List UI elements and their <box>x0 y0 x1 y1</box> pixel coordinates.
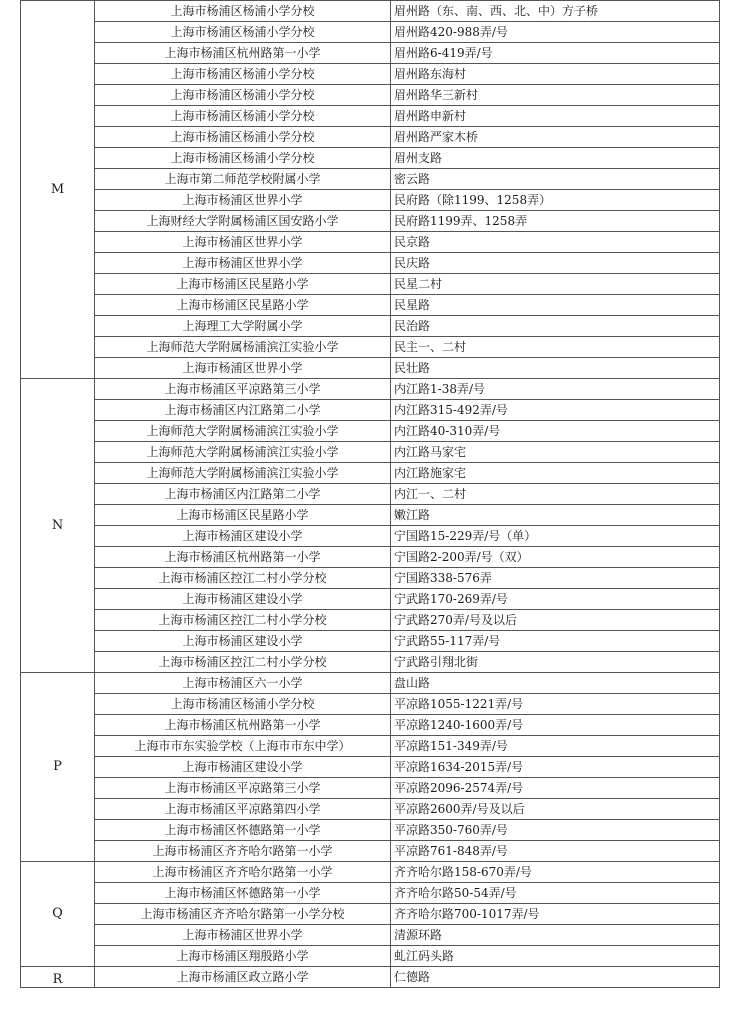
school-name-cell: 上海市杨浦区世界小学 <box>95 925 391 946</box>
table-row <box>21 946 720 967</box>
school-name-cell: 上海市杨浦区平凉路第四小学 <box>95 799 391 820</box>
school-name-cell: 上海市杨浦区内江路第二小学 <box>95 400 391 421</box>
school-name-cell: 上海市杨浦区杨浦小学分校 <box>95 64 391 85</box>
road-name-cell: 眉州路420-988弄/号 <box>391 22 720 43</box>
table-row <box>21 316 720 337</box>
table-row <box>21 463 720 484</box>
table-row <box>21 211 720 232</box>
road-name-cell: 宁国路15-229弄/号（单） <box>391 526 720 547</box>
school-name-cell: 上海市杨浦区内江路第二小学 <box>95 484 391 505</box>
road-name-cell: 宁国路338-576弄 <box>391 568 720 589</box>
table-row <box>21 925 720 946</box>
school-name-cell: 上海师范大学附属杨浦滨江实验小学 <box>95 442 391 463</box>
school-name-cell: 上海财经大学附属杨浦区国安路小学 <box>95 211 391 232</box>
table-row <box>21 169 720 190</box>
section-letter: M <box>21 1 95 379</box>
table-row <box>21 568 720 589</box>
road-name-cell: 宁武路引翔北街 <box>391 652 720 673</box>
road-name-cell: 密云路 <box>391 169 720 190</box>
road-name-cell: 平凉路151-349弄/号 <box>391 736 720 757</box>
school-name-cell: 上海市杨浦区齐齐哈尔路第一小学分校 <box>95 904 391 925</box>
school-name-cell: 上海市杨浦区翔殷路小学 <box>95 946 391 967</box>
road-name-cell: 内江路40-310弄/号 <box>391 421 720 442</box>
table-row <box>21 43 720 64</box>
school-name-cell: 上海市杨浦区世界小学 <box>95 190 391 211</box>
school-name-cell: 上海市杨浦区杭州路第一小学 <box>95 715 391 736</box>
road-name-cell: 民府路1199弄、1258弄 <box>391 211 720 232</box>
school-name-cell: 上海市杨浦区杨浦小学分校 <box>95 22 391 43</box>
page-cutoff <box>0 1013 740 1034</box>
road-name-cell: 眉州路华三新村 <box>391 85 720 106</box>
road-name-cell: 内江一、二村 <box>391 484 720 505</box>
table-row <box>21 358 720 379</box>
table-row <box>21 799 720 820</box>
road-name-cell: 民治路 <box>391 316 720 337</box>
table-row <box>21 505 720 526</box>
road-name-cell: 眉州路严家木桥 <box>391 127 720 148</box>
school-name-cell: 上海市杨浦区世界小学 <box>95 232 391 253</box>
table-row <box>21 337 720 358</box>
school-name-cell: 上海市杨浦区杨浦小学分校 <box>95 694 391 715</box>
table-row <box>21 862 720 883</box>
road-name-cell: 平凉路2096-2574弄/号 <box>391 778 720 799</box>
table-row <box>21 106 720 127</box>
table-row <box>21 883 720 904</box>
school-name-cell: 上海市杨浦区平凉路第三小学 <box>95 379 391 400</box>
table-row <box>21 484 720 505</box>
road-name-cell: 民庆路 <box>391 253 720 274</box>
road-name-cell: 宁武路170-269弄/号 <box>391 589 720 610</box>
road-name-cell: 内江路马家宅 <box>391 442 720 463</box>
table-row <box>21 442 720 463</box>
road-name-cell: 清源环路 <box>391 925 720 946</box>
school-name-cell: 上海市杨浦区六一小学 <box>95 673 391 694</box>
table-row <box>21 589 720 610</box>
table-row <box>21 274 720 295</box>
table-row <box>21 148 720 169</box>
school-name-cell: 上海市杨浦区控江二村小学分校 <box>95 568 391 589</box>
table-row <box>21 736 720 757</box>
table-row <box>21 421 720 442</box>
section-letter: P <box>21 673 95 862</box>
table-row <box>21 547 720 568</box>
school-name-cell: 上海市杨浦区杭州路第一小学 <box>95 43 391 64</box>
school-name-cell: 上海师范大学附属杨浦滨江实验小学 <box>95 337 391 358</box>
table-row <box>21 694 720 715</box>
road-name-cell: 齐齐哈尔路158-670弄/号 <box>391 862 720 883</box>
table-row <box>21 673 720 694</box>
table-row <box>21 64 720 85</box>
table-row <box>21 715 720 736</box>
school-name-cell: 上海市杨浦区建设小学 <box>95 757 391 778</box>
address-school-table <box>20 0 720 988</box>
table-row <box>21 190 720 211</box>
school-name-cell: 上海市杨浦区控江二村小学分校 <box>95 610 391 631</box>
school-name-cell: 上海市杨浦区建设小学 <box>95 631 391 652</box>
table-row <box>21 652 720 673</box>
school-name-cell: 上海市杨浦区齐齐哈尔路第一小学 <box>95 862 391 883</box>
school-name-cell: 上海市杨浦区杨浦小学分校 <box>95 85 391 106</box>
table-row <box>21 841 720 862</box>
table-row <box>21 127 720 148</box>
school-name-cell: 上海市杨浦区控江二村小学分校 <box>95 652 391 673</box>
road-name-cell: 宁武路270弄/号及以后 <box>391 610 720 631</box>
school-name-cell: 上海市杨浦区民星路小学 <box>95 295 391 316</box>
school-name-cell: 上海市杨浦区民星路小学 <box>95 274 391 295</box>
road-name-cell: 平凉路350-760弄/号 <box>391 820 720 841</box>
road-name-cell: 宁国路2-200弄/号（双） <box>391 547 720 568</box>
table-row <box>21 610 720 631</box>
table-row <box>21 400 720 421</box>
section-letter: N <box>21 379 95 673</box>
road-name-cell: 眉州路申新村 <box>391 106 720 127</box>
table-row <box>21 526 720 547</box>
table-row <box>21 232 720 253</box>
school-name-cell: 上海市杨浦区杨浦小学分校 <box>95 1 391 22</box>
school-name-cell: 上海市市东实验学校（上海市市东中学） <box>95 736 391 757</box>
road-name-cell: 民星路 <box>391 295 720 316</box>
school-name-cell: 上海市杨浦区政立路小学 <box>95 967 391 988</box>
table-row <box>21 22 720 43</box>
table-body <box>21 1 720 988</box>
school-name-cell: 上海市杨浦区建设小学 <box>95 589 391 610</box>
school-name-cell: 上海市杨浦区杭州路第一小学 <box>95 547 391 568</box>
school-name-cell: 上海市杨浦区齐齐哈尔路第一小学 <box>95 841 391 862</box>
road-name-cell: 虬江码头路 <box>391 946 720 967</box>
road-name-cell: 嫩江路 <box>391 505 720 526</box>
section-letter: R <box>21 967 95 988</box>
school-name-cell: 上海理工大学附属小学 <box>95 316 391 337</box>
table-row <box>21 904 720 925</box>
road-name-cell: 内江路315-492弄/号 <box>391 400 720 421</box>
school-name-cell: 上海师范大学附属杨浦滨江实验小学 <box>95 421 391 442</box>
school-name-cell: 上海市第二师范学校附属小学 <box>95 169 391 190</box>
school-name-cell: 上海市杨浦区建设小学 <box>95 526 391 547</box>
table-row <box>21 757 720 778</box>
table-row <box>21 85 720 106</box>
school-name-cell: 上海市杨浦区杨浦小学分校 <box>95 148 391 169</box>
road-name-cell: 齐齐哈尔路700-1017弄/号 <box>391 904 720 925</box>
school-name-cell: 上海市杨浦区杨浦小学分校 <box>95 127 391 148</box>
school-district-table <box>20 0 720 988</box>
road-name-cell: 民京路 <box>391 232 720 253</box>
school-name-cell: 上海市杨浦区世界小学 <box>95 253 391 274</box>
road-name-cell: 齐齐哈尔路50-54弄/号 <box>391 883 720 904</box>
road-name-cell: 盘山路 <box>391 673 720 694</box>
table-row <box>21 820 720 841</box>
road-name-cell: 平凉路2600弄/号及以后 <box>391 799 720 820</box>
school-name-cell: 上海市杨浦区世界小学 <box>95 358 391 379</box>
table-row <box>21 379 720 400</box>
road-name-cell: 内江路施家宅 <box>391 463 720 484</box>
road-name-cell: 仁德路 <box>391 967 720 988</box>
school-name-cell: 上海市杨浦区怀德路第一小学 <box>95 883 391 904</box>
road-name-cell: 宁武路55-117弄/号 <box>391 631 720 652</box>
table-row <box>21 778 720 799</box>
road-name-cell: 眉州路6-419弄/号 <box>391 43 720 64</box>
school-name-cell: 上海市杨浦区民星路小学 <box>95 505 391 526</box>
road-name-cell: 内江路1-38弄/号 <box>391 379 720 400</box>
school-name-cell: 上海市杨浦区平凉路第三小学 <box>95 778 391 799</box>
road-name-cell: 眉州路东海村 <box>391 64 720 85</box>
school-name-cell: 上海师范大学附属杨浦滨江实验小学 <box>95 463 391 484</box>
road-name-cell: 民府路（除1199、1258弄） <box>391 190 720 211</box>
section-letter: Q <box>21 862 95 967</box>
road-name-cell: 眉州路（东、南、西、北、中）方子桥 <box>391 1 720 22</box>
table-row <box>21 295 720 316</box>
road-name-cell: 民星二村 <box>391 274 720 295</box>
road-name-cell: 民主一、二村 <box>391 337 720 358</box>
road-name-cell: 平凉路761-848弄/号 <box>391 841 720 862</box>
table-row <box>21 253 720 274</box>
table-row <box>21 967 720 988</box>
road-name-cell: 平凉路1634-2015弄/号 <box>391 757 720 778</box>
road-name-cell: 平凉路1240-1600弄/号 <box>391 715 720 736</box>
school-name-cell: 上海市杨浦区怀德路第一小学 <box>95 820 391 841</box>
road-name-cell: 眉州支路 <box>391 148 720 169</box>
school-name-cell: 上海市杨浦区杨浦小学分校 <box>95 106 391 127</box>
table-row <box>21 1 720 22</box>
road-name-cell: 平凉路1055-1221弄/号 <box>391 694 720 715</box>
table-row <box>21 631 720 652</box>
road-name-cell: 民壮路 <box>391 358 720 379</box>
